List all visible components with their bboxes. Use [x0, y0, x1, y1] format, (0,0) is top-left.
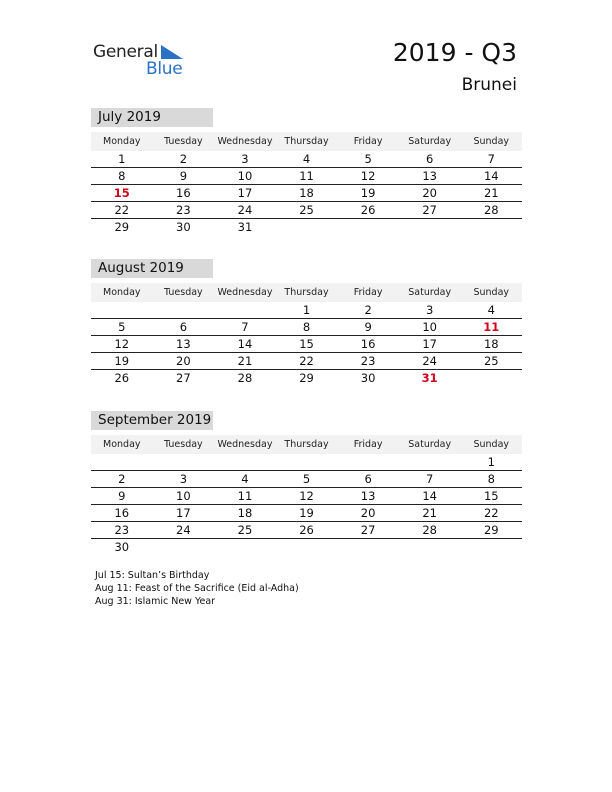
day-cell: 25	[299, 203, 314, 217]
day-cell: 18	[483, 337, 499, 351]
month-label: August 2019	[91, 259, 213, 278]
day-cell: 12	[299, 489, 314, 503]
week-row	[91, 168, 522, 185]
day-cell: 25	[237, 523, 253, 537]
day-cell: 12	[360, 169, 376, 183]
day-cell: 29	[114, 220, 130, 234]
day-cell	[153, 454, 215, 470]
day-cell: 3	[179, 472, 188, 486]
day-cell: 15	[299, 337, 314, 351]
weekday-label: Sunday	[473, 287, 510, 298]
week-row	[91, 219, 522, 235]
day-cell: 9	[364, 320, 372, 334]
weekday-label: Saturday	[408, 287, 452, 298]
day-cell: 31	[237, 220, 253, 234]
day-cell: 12	[114, 337, 130, 351]
weekday-label: Saturday	[408, 439, 452, 450]
day-cell: 22	[114, 203, 130, 217]
day-cell: 21	[422, 506, 437, 520]
day-cell: 23	[114, 523, 130, 537]
day-cell: 3	[426, 303, 434, 317]
day-cell: 5	[302, 472, 311, 486]
weekday-label: Tuesday	[164, 287, 203, 298]
day-cell: 22	[483, 506, 499, 520]
day-cell: 21	[237, 354, 253, 368]
day-cell: 24	[422, 354, 437, 368]
weekday-label: Monday	[103, 439, 141, 450]
week-row	[91, 454, 522, 471]
weekday-label: Wednesday	[217, 287, 273, 298]
holiday-note: Aug 31: Islamic New Year	[95, 596, 216, 607]
day-cell: 8	[302, 320, 311, 334]
day-cell: 6	[426, 152, 434, 166]
week-row	[91, 202, 522, 219]
weekday-label: Friday	[353, 287, 383, 298]
day-cell: 17	[237, 186, 253, 200]
day-cell: 27	[422, 203, 437, 217]
day-cell	[153, 302, 215, 318]
day-cell: 24	[176, 523, 191, 537]
logo-general-text: General	[93, 42, 158, 62]
day-cell: 10	[422, 320, 437, 334]
day-cell: 13	[422, 169, 437, 183]
day-cell: 10	[176, 489, 191, 503]
day-cell: 3	[241, 152, 249, 166]
day-cell: 14	[483, 169, 499, 183]
day-cell: 26	[360, 203, 376, 217]
weekday-label: Wednesday	[217, 136, 273, 147]
day-cell: 4	[302, 152, 311, 166]
day-cell: 20	[360, 506, 376, 520]
week-row	[91, 505, 522, 522]
day-cell: 29	[299, 371, 314, 385]
day-cell	[337, 219, 399, 235]
day-cell: 1	[118, 152, 126, 166]
day-cell: 27	[176, 371, 191, 385]
day-cell: 7	[426, 472, 434, 486]
day-cell	[399, 219, 461, 235]
week-row	[91, 370, 522, 386]
day-cell: 15	[113, 186, 130, 200]
day-cell: 2	[118, 472, 126, 486]
day-cell: 2	[179, 152, 188, 166]
weekday-label: Friday	[353, 136, 383, 147]
day-cell: 7	[241, 320, 249, 334]
weekday-header	[91, 132, 522, 151]
day-cell: 18	[237, 506, 253, 520]
weekday-label: Thursday	[284, 287, 329, 298]
day-cell: 28	[483, 203, 499, 217]
country-name: Brunei	[461, 75, 517, 95]
weekday-header	[91, 435, 522, 454]
week-row	[91, 353, 522, 370]
week-row	[91, 539, 522, 555]
day-cell: 21	[483, 186, 499, 200]
week-row	[91, 522, 522, 539]
day-cell	[214, 539, 276, 555]
day-cell	[337, 454, 399, 470]
day-cell	[91, 302, 153, 318]
day-cell: 7	[487, 152, 495, 166]
page-title: 2019 - Q3	[392, 38, 517, 67]
logo-blue-text: Blue	[146, 59, 183, 79]
weekday-label: Monday	[103, 287, 141, 298]
day-cell: 30	[360, 371, 376, 385]
day-cell	[276, 219, 338, 235]
holiday-note: Jul 15: Sultan’s Birthday	[95, 570, 210, 581]
day-cell: 19	[299, 506, 314, 520]
day-cell: 28	[237, 371, 253, 385]
weekday-label: Tuesday	[164, 439, 203, 450]
day-cell: 1	[302, 303, 311, 317]
day-cell: 10	[237, 169, 253, 183]
day-cell	[460, 370, 522, 386]
day-cell: 22	[299, 354, 314, 368]
day-cell: 31	[421, 371, 438, 385]
day-cell	[276, 454, 338, 470]
week-row	[91, 336, 522, 353]
day-cell	[460, 539, 522, 555]
holiday-note: Aug 11: Feast of the Sacrifice (Eid al-Adha)	[95, 583, 299, 594]
month-july	[91, 108, 522, 235]
day-cell: 4	[487, 303, 495, 317]
day-cell: 11	[299, 169, 314, 183]
day-cell: 16	[360, 337, 376, 351]
day-cell	[153, 539, 215, 555]
day-cell: 26	[114, 371, 130, 385]
day-cell: 24	[237, 203, 253, 217]
day-cell: 9	[118, 489, 126, 503]
day-cell: 5	[118, 320, 126, 334]
day-cell: 17	[176, 506, 191, 520]
day-cell: 6	[364, 472, 372, 486]
week-row	[91, 185, 522, 202]
day-cell	[399, 539, 461, 555]
day-cell	[214, 302, 276, 318]
day-cell: 18	[299, 186, 314, 200]
day-cell: 4	[241, 472, 249, 486]
day-cell: 13	[360, 489, 376, 503]
week-row	[91, 471, 522, 488]
day-cell: 2	[364, 303, 372, 317]
weekday-label: Saturday	[408, 136, 452, 147]
day-cell: 11	[237, 489, 253, 503]
month-september	[91, 411, 522, 555]
week-row	[91, 488, 522, 505]
weekday-label: Thursday	[284, 136, 329, 147]
day-cell	[337, 539, 399, 555]
week-row	[91, 302, 522, 319]
day-cell: 23	[360, 354, 376, 368]
day-cell: 30	[114, 540, 130, 554]
day-cell: 20	[176, 354, 191, 368]
day-cell: 8	[487, 472, 495, 486]
day-cell: 16	[114, 506, 130, 520]
day-cell: 5	[364, 152, 372, 166]
day-cell: 27	[360, 523, 376, 537]
day-cell: 20	[422, 186, 437, 200]
day-cell: 6	[179, 320, 188, 334]
day-cell: 30	[176, 220, 191, 234]
month-label: July 2019	[91, 108, 213, 127]
weekday-label: Monday	[103, 136, 141, 147]
week-row	[91, 319, 522, 336]
day-cell: 26	[299, 523, 314, 537]
day-cell: 13	[176, 337, 191, 351]
day-cell: 11	[483, 320, 500, 334]
day-cell	[214, 454, 276, 470]
month-august	[91, 259, 522, 386]
holiday-notes	[95, 569, 299, 608]
day-cell: 16	[176, 186, 191, 200]
weekday-label: Thursday	[284, 439, 329, 450]
day-cell: 19	[360, 186, 376, 200]
day-cell	[460, 219, 522, 235]
day-cell: 29	[483, 523, 499, 537]
day-cell: 15	[483, 489, 499, 503]
weekday-label: Tuesday	[164, 136, 203, 147]
day-cell	[276, 539, 338, 555]
weekday-header	[91, 283, 522, 302]
day-cell: 17	[422, 337, 437, 351]
weekday-label: Sunday	[473, 136, 510, 147]
day-cell: 28	[422, 523, 437, 537]
day-cell: 25	[483, 354, 499, 368]
generalblue-logo	[93, 42, 193, 82]
day-cell: 9	[179, 169, 188, 183]
day-cell: 14	[237, 337, 253, 351]
day-cell	[399, 454, 461, 470]
weekday-label: Friday	[353, 439, 383, 450]
weekday-label: Wednesday	[217, 439, 273, 450]
day-cell: 14	[422, 489, 437, 503]
weekday-label: Sunday	[473, 439, 510, 450]
day-cell: 19	[114, 354, 130, 368]
month-label: September 2019	[91, 411, 213, 430]
week-row	[91, 151, 522, 168]
day-cell: 8	[118, 169, 126, 183]
day-cell	[91, 454, 153, 470]
day-cell: 23	[176, 203, 191, 217]
day-cell: 1	[487, 455, 495, 469]
